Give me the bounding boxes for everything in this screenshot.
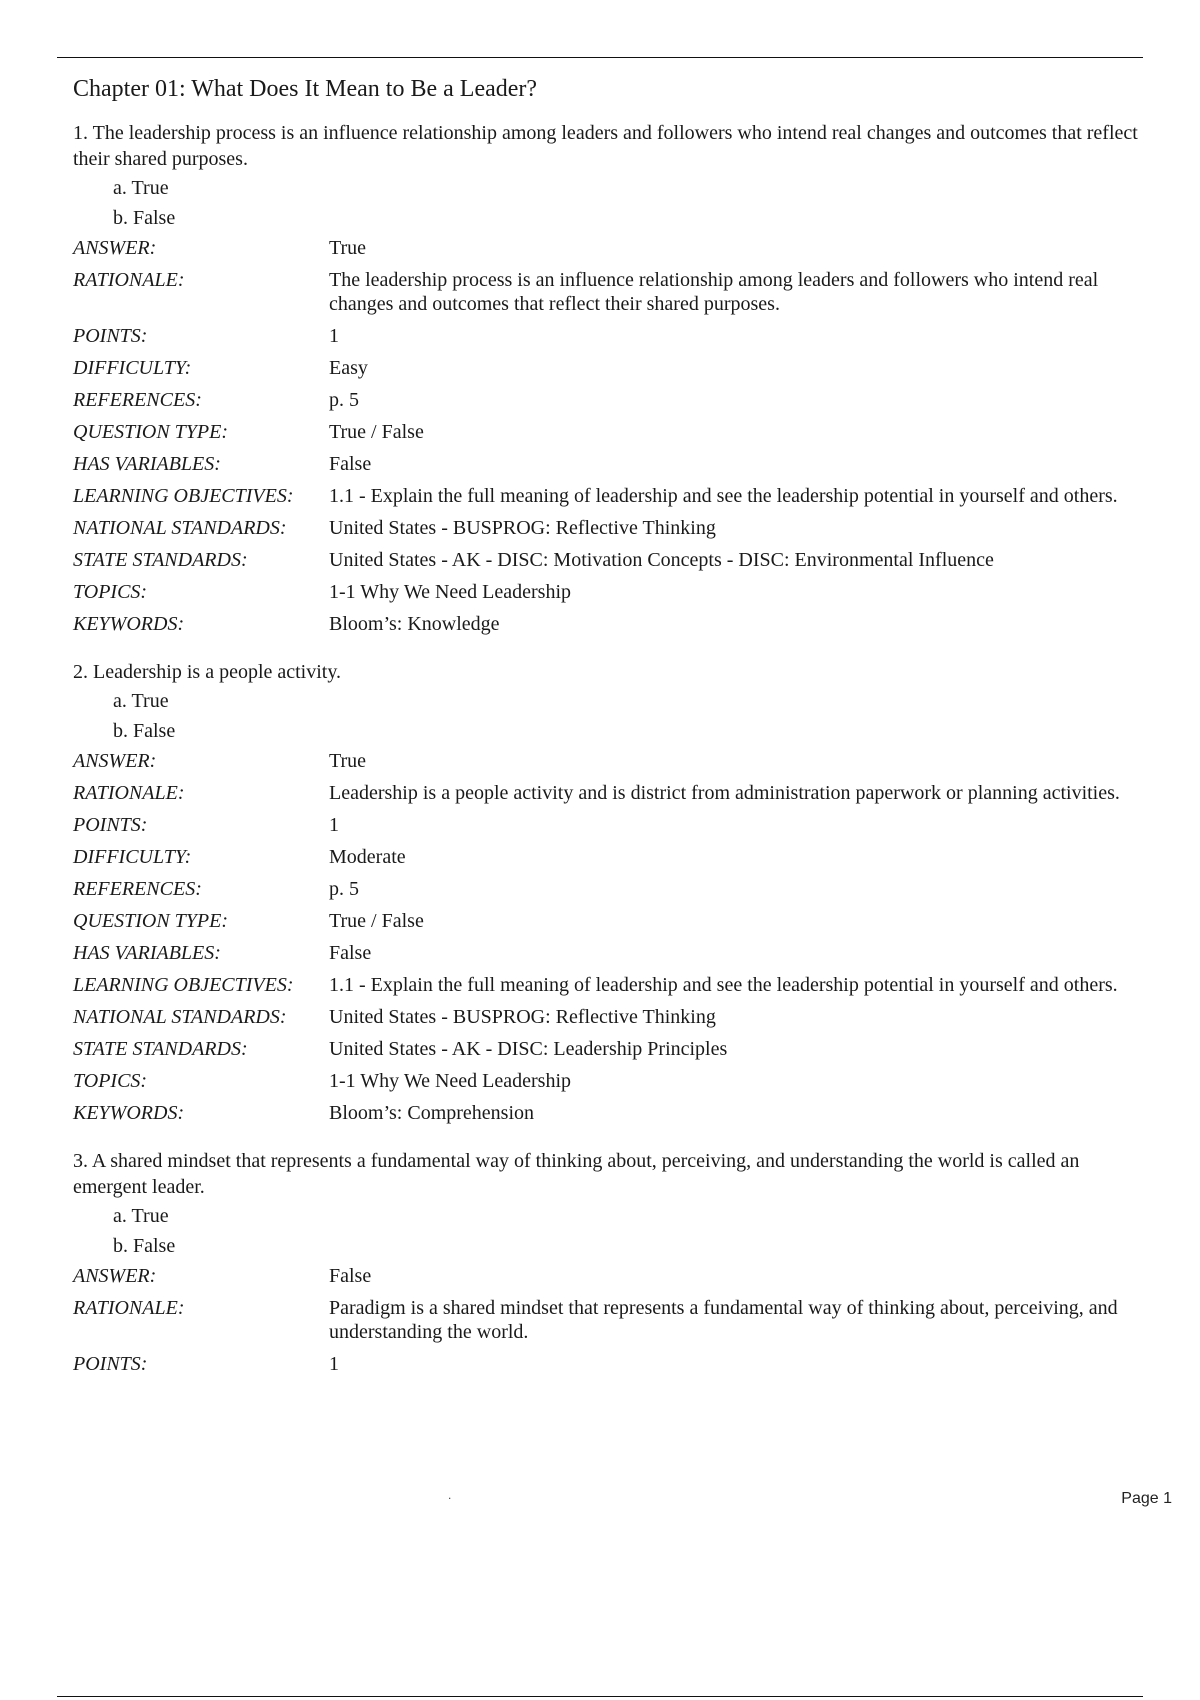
- meta-topics: [73, 580, 1153, 604]
- meta-state-standards: [73, 548, 1153, 572]
- meta-value: The leadership process is an influence relationship among leaders and followers who intend real changes and outcomes that reflect their shared purposes.: [329, 269, 1099, 315]
- meta-national-standards: [73, 1005, 1153, 1029]
- question-3: [73, 1148, 1153, 1376]
- meta-label: KEYWORDS:: [73, 613, 185, 635]
- meta-label: ANSWER:: [73, 1265, 157, 1287]
- option-false: b. False: [113, 1235, 176, 1257]
- footer-dot: .: [448, 1488, 452, 1502]
- option-true: a. True: [113, 1205, 169, 1227]
- meta-label: RATIONALE:: [73, 1297, 185, 1319]
- meta-question-type: [73, 420, 1153, 444]
- meta-state-standards: [73, 1037, 1153, 1061]
- meta-rationale: [73, 781, 1153, 805]
- meta-label: DIFFICULTY:: [73, 846, 192, 868]
- meta-answer: [73, 749, 1153, 773]
- meta-value: United States - AK - DISC: Leadership Principles: [329, 1038, 728, 1060]
- meta-points: [73, 1352, 1153, 1376]
- meta-value: True: [329, 750, 367, 772]
- question-1: [73, 120, 1153, 636]
- meta-value: 1: [329, 1353, 339, 1375]
- question-text: 2. Leadership is a people activity.: [73, 661, 342, 683]
- meta-value: United States - BUSPROG: Reflective Thinking: [329, 517, 716, 539]
- meta-value: Moderate: [329, 846, 406, 868]
- top-rule: [57, 57, 1143, 58]
- meta-learning-objectives: [73, 484, 1153, 508]
- meta-value: False: [329, 453, 372, 475]
- meta-value: Easy: [329, 357, 368, 379]
- option-true: a. True: [113, 690, 169, 712]
- meta-label: LEARNING OBJECTIVES:: [73, 974, 294, 996]
- meta-value: United States - AK - DISC: Motivation Concepts - DISC: Environmental Influence: [329, 549, 994, 571]
- meta-label: TOPICS:: [73, 1070, 148, 1092]
- meta-value: 1: [329, 325, 339, 347]
- chapter-title: Chapter 01: What Does It Mean to Be a Leader?: [73, 76, 538, 102]
- meta-label: POINTS:: [73, 814, 148, 836]
- meta-has-variables: [73, 941, 1153, 965]
- option-false: b. False: [113, 720, 176, 742]
- meta-points: [73, 813, 1153, 837]
- meta-label: RATIONALE:: [73, 782, 185, 804]
- meta-topics: [73, 1069, 1153, 1093]
- meta-rationale: [73, 268, 1153, 316]
- meta-value: False: [329, 942, 372, 964]
- meta-value: 1.1 - Explain the full meaning of leadership and see the leadership potential in yourself and others.: [329, 485, 1118, 507]
- meta-value: True: [329, 237, 367, 259]
- question-2: [73, 659, 1153, 1125]
- meta-label: ANSWER:: [73, 237, 157, 259]
- meta-points: [73, 324, 1153, 348]
- meta-label: REFERENCES:: [73, 878, 202, 900]
- meta-answer: [73, 236, 1153, 260]
- meta-value: 1-1 Why We Need Leadership: [329, 581, 572, 603]
- meta-value: 1-1 Why We Need Leadership: [329, 1070, 572, 1092]
- meta-value: 1: [329, 814, 339, 836]
- option-true: a. True: [113, 177, 169, 199]
- meta-label: HAS VARIABLES:: [73, 942, 221, 964]
- meta-label: TOPICS:: [73, 581, 148, 603]
- meta-difficulty: [73, 356, 1153, 380]
- meta-value: False: [329, 1265, 372, 1287]
- meta-value: True / False: [329, 910, 424, 932]
- meta-label: POINTS:: [73, 325, 148, 347]
- meta-label: QUESTION TYPE:: [73, 910, 229, 932]
- meta-label: REFERENCES:: [73, 389, 202, 411]
- question-text: 3. A shared mindset that represents a fundamental way of thinking about, perceiving, and understanding the world is called an emergent leader.: [73, 1150, 1080, 1198]
- meta-references: [73, 877, 1153, 901]
- meta-value: Bloom’s: Comprehension: [329, 1102, 534, 1124]
- meta-difficulty: [73, 845, 1153, 869]
- meta-value: 1.1 - Explain the full meaning of leadership and see the leadership potential in yourself and others.: [329, 974, 1118, 996]
- meta-learning-objectives: [73, 973, 1153, 997]
- meta-national-standards: [73, 516, 1153, 540]
- meta-value: United States - BUSPROG: Reflective Thinking: [329, 1006, 716, 1028]
- meta-has-variables: [73, 452, 1153, 476]
- meta-label: STATE STANDARDS:: [73, 549, 248, 571]
- meta-question-type: [73, 909, 1153, 933]
- meta-value: Bloom’s: Knowledge: [329, 613, 500, 635]
- meta-label: NATIONAL STANDARDS:: [73, 517, 287, 539]
- option-false: b. False: [113, 207, 176, 229]
- meta-label: QUESTION TYPE:: [73, 421, 229, 443]
- meta-keywords: [73, 1101, 1153, 1125]
- meta-label: STATE STANDARDS:: [73, 1038, 248, 1060]
- page-number: Page 1: [1121, 1490, 1172, 1507]
- meta-label: KEYWORDS:: [73, 1102, 185, 1124]
- meta-value: p. 5: [329, 878, 359, 900]
- meta-value: p. 5: [329, 389, 359, 411]
- meta-value: Leadership is a people activity and is district from administration paperwork or planning activities.: [329, 782, 1120, 804]
- meta-label: RATIONALE:: [73, 269, 185, 291]
- meta-value: True / False: [329, 421, 424, 443]
- document-body: [73, 72, 1153, 1399]
- meta-keywords: [73, 612, 1153, 636]
- meta-answer: [73, 1264, 1153, 1288]
- meta-references: [73, 388, 1153, 412]
- meta-rationale: [73, 1296, 1153, 1344]
- meta-label: ANSWER:: [73, 750, 157, 772]
- meta-label: POINTS:: [73, 1353, 148, 1375]
- meta-label: HAS VARIABLES:: [73, 453, 221, 475]
- meta-label: DIFFICULTY:: [73, 357, 192, 379]
- meta-label: LEARNING OBJECTIVES:: [73, 485, 294, 507]
- question-text: 1. The leadership process is an influence relationship among leaders and followers who intend real changes and outcomes that reflect their shared purposes.: [73, 122, 1138, 170]
- bottom-rule: [57, 1696, 1143, 1697]
- meta-label: NATIONAL STANDARDS:: [73, 1006, 287, 1028]
- meta-value: Paradigm is a shared mindset that represents a fundamental way of thinking about, perceiving, and understanding the world.: [329, 1297, 1118, 1343]
